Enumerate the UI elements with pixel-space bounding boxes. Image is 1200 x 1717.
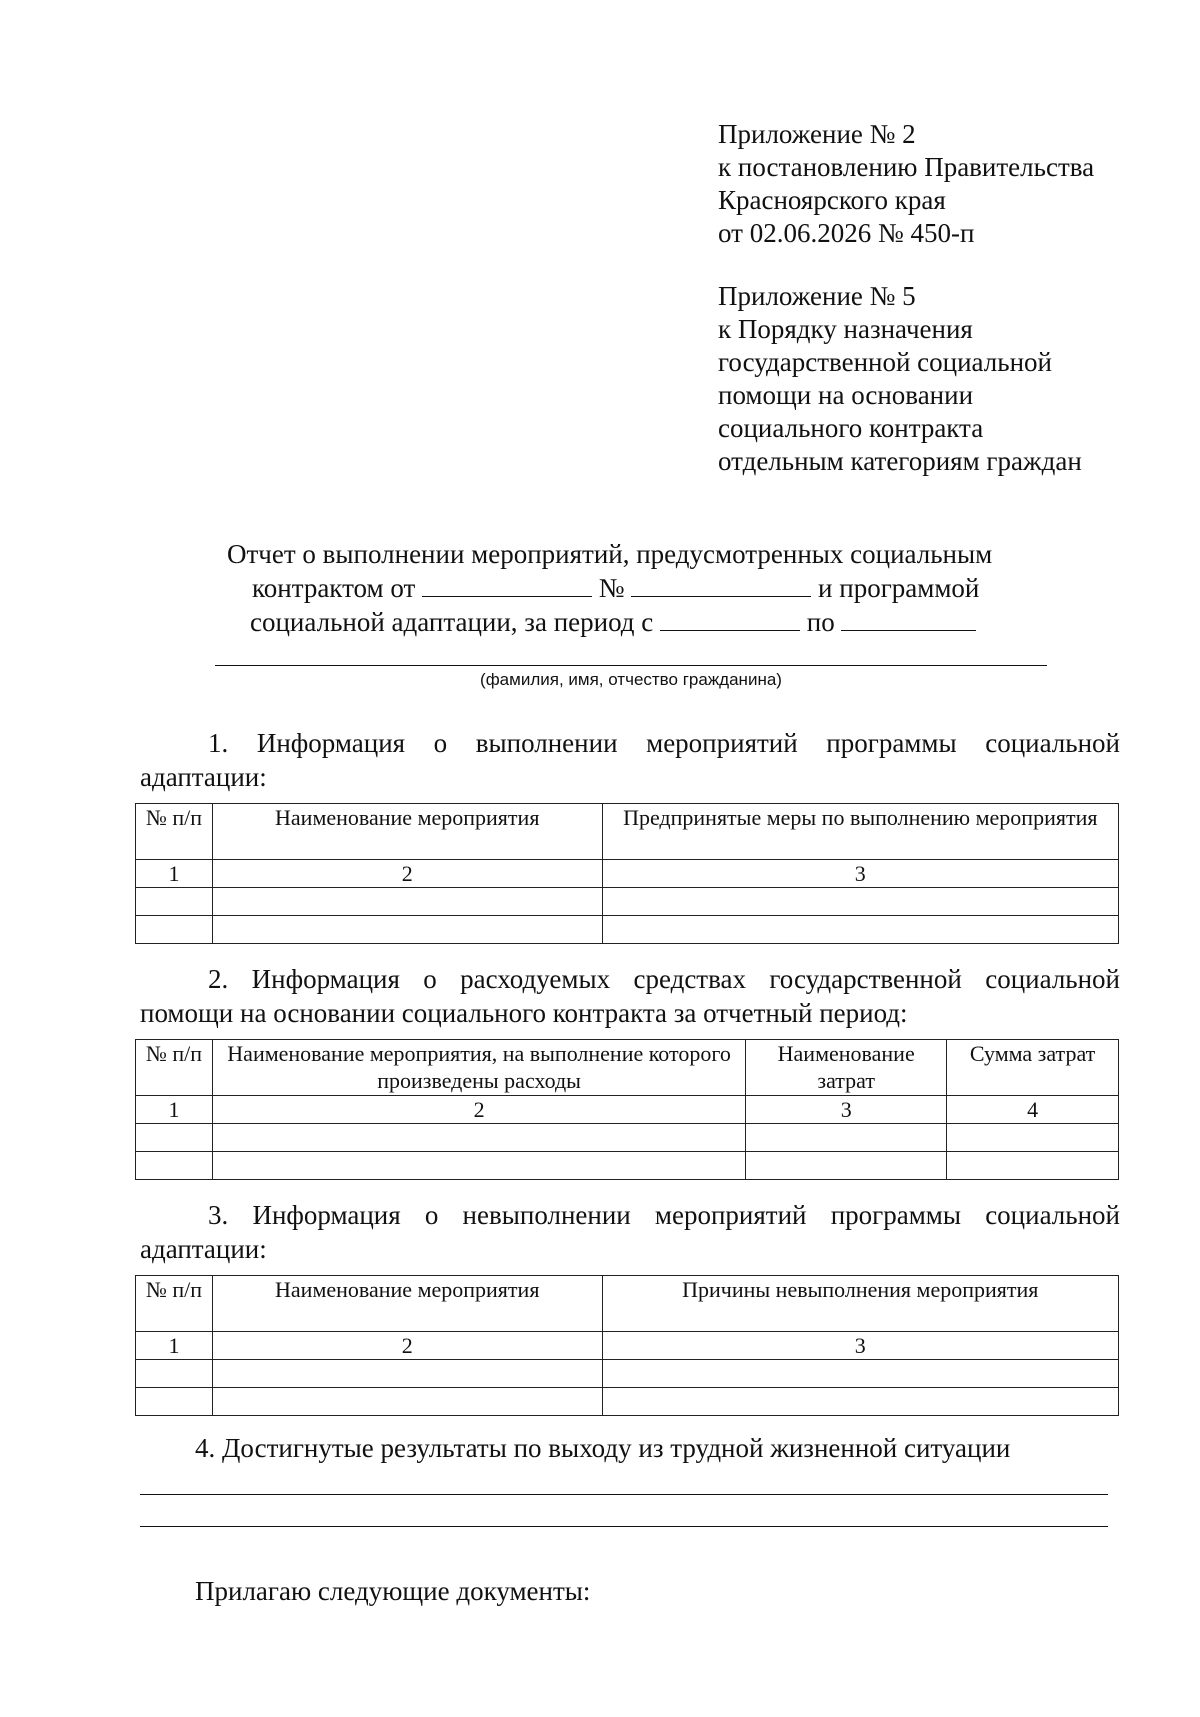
table-header-activity: Наименование мероприятия — [212, 1276, 602, 1332]
table-header-number: № п/п — [136, 1040, 213, 1096]
period-to-label: по — [806, 607, 835, 637]
table-row — [136, 916, 1119, 944]
table-row — [136, 1152, 1119, 1180]
table-cell[interactable] — [212, 916, 602, 944]
table-col-num: 3 — [602, 860, 1118, 888]
table-cell[interactable] — [602, 1388, 1118, 1416]
results-blank-line-1[interactable] — [140, 1494, 1108, 1495]
table-row — [136, 888, 1119, 916]
table-header-expense-name: Наименование затрат — [746, 1040, 947, 1096]
table-col-num: 4 — [947, 1096, 1119, 1124]
table-col-num: 3 — [602, 1332, 1118, 1360]
table-row — [136, 1360, 1119, 1388]
contract-from-label: контрактом от — [252, 573, 416, 603]
report-title-line-2 — [252, 572, 979, 605]
table-cell[interactable] — [136, 916, 213, 944]
attachments-label: Прилагаю следующие документы: — [195, 1576, 591, 1606]
table-col-num: 1 — [136, 1096, 213, 1124]
table-header-reasons: Причины невыполнения мероприятия — [602, 1276, 1118, 1332]
table-col-num: 2 — [212, 1096, 745, 1124]
period-from-label: социальной адаптации, за период с — [250, 607, 654, 637]
table-header-activity: Наименование мероприятия — [212, 804, 602, 860]
appendix-2-line: Красноярского края — [718, 185, 946, 215]
appendix-5-line: государственной социальной — [718, 347, 1052, 377]
fio-blank-line[interactable] — [215, 665, 1047, 666]
section-3-table — [135, 1275, 1119, 1416]
section-1-heading: 1. Информация о выполнении мероприятий программы социальной адаптации: — [140, 728, 1120, 792]
table-cell[interactable] — [212, 1360, 602, 1388]
program-label: и программой — [818, 573, 980, 603]
contract-number-label: № — [598, 573, 625, 603]
table-header-expense-sum: Сумма затрат — [947, 1040, 1119, 1096]
table-cell[interactable] — [602, 916, 1118, 944]
appendix-2-line: Приложение № 2 — [718, 119, 916, 149]
table-row — [136, 1388, 1119, 1416]
period-end-blank[interactable] — [841, 629, 976, 631]
section-4-heading: 4. Достигнутые результаты по выходу из трудной жизненной ситуации — [195, 1433, 1011, 1463]
table-cell[interactable] — [602, 888, 1118, 916]
section-2-table — [135, 1039, 1119, 1180]
table-cell[interactable] — [212, 1388, 602, 1416]
table-cell[interactable] — [746, 1124, 947, 1152]
appendix-2-line: к постановлению Правительства — [718, 152, 1095, 182]
table-row — [136, 1124, 1119, 1152]
appendix-5-line: отдельным категориям граждан — [718, 446, 1082, 476]
appendix-2-block — [718, 118, 1094, 250]
table-cell[interactable] — [947, 1124, 1119, 1152]
table-cell[interactable] — [212, 1124, 745, 1152]
table-header-measures: Предпринятые меры по выполнению мероприятия — [602, 804, 1118, 860]
table-cell[interactable] — [212, 888, 602, 916]
report-title-line-1: Отчет о выполнении мероприятий, предусмотренных социальным — [227, 539, 993, 569]
table-cell[interactable] — [136, 1124, 213, 1152]
table-cell[interactable] — [212, 1152, 745, 1180]
appendix-5-block — [718, 280, 1082, 478]
table-cell[interactable] — [136, 1388, 213, 1416]
appendix-5-line: социального контракта — [718, 413, 984, 443]
table-col-num: 2 — [212, 860, 602, 888]
results-blank-line-2[interactable] — [140, 1526, 1108, 1527]
period-start-blank[interactable] — [660, 629, 800, 631]
fio-caption: (фамилия, имя, отчество гражданина) — [480, 670, 782, 689]
section-2-heading: 2. Информация о расходуемых средствах государственной социальной помощи на основании социального контракта за отчетный период: — [140, 964, 1120, 1028]
appendix-5-line: помощи на основании — [718, 380, 974, 410]
table-header-number: № п/п — [136, 1276, 213, 1332]
contract-number-blank[interactable] — [631, 595, 811, 597]
contract-date-blank[interactable] — [422, 595, 592, 597]
table-cell[interactable] — [136, 1152, 213, 1180]
table-cell[interactable] — [746, 1152, 947, 1180]
table-cell[interactable] — [602, 1360, 1118, 1388]
table-col-num: 3 — [746, 1096, 947, 1124]
table-col-num: 1 — [136, 860, 213, 888]
report-title-line-3 — [250, 606, 976, 639]
appendix-2-line: от 02.06.2026 № 450-п — [718, 218, 975, 248]
appendix-5-line: Приложение № 5 — [718, 281, 916, 311]
appendix-5-line: к Порядку назначения — [718, 314, 973, 344]
section-3-heading: 3. Информация о невыполнении мероприятий программы социальной адаптации: — [140, 1200, 1120, 1264]
table-header-activity: Наименование мероприятия, на выполнение которого произведены расходы — [212, 1040, 745, 1096]
table-cell[interactable] — [136, 1360, 213, 1388]
section-1-table — [135, 803, 1119, 944]
table-col-num: 2 — [212, 1332, 602, 1360]
table-cell[interactable] — [947, 1152, 1119, 1180]
table-col-num: 1 — [136, 1332, 213, 1360]
table-cell[interactable] — [136, 888, 213, 916]
table-header-number: № п/п — [136, 804, 213, 860]
